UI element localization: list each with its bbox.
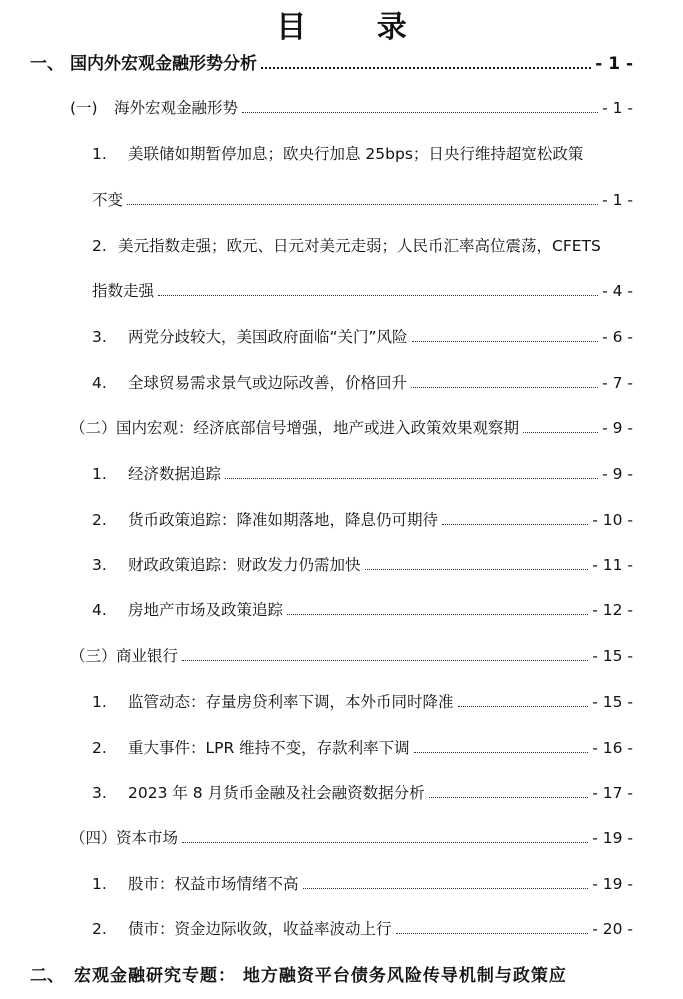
toc-page: - 9 - — [602, 465, 633, 483]
toc-text: 美联储如期暂停加息；欧央行加息 25bps；日央行维持超宽松政策 — [128, 145, 584, 163]
toc-entry-2[interactable] — [0, 960, 683, 986]
toc-text: 美元指数走强；欧元、日元对美元走弱；人民币汇率高位震荡，CFETS — [118, 237, 601, 255]
toc-entry-1-1[interactable] — [0, 92, 683, 118]
toc-page: - 1 - — [602, 191, 633, 209]
dot-leader — [412, 341, 599, 342]
toc-text: 海外宏观金融形势 — [114, 99, 239, 117]
toc-page: - 11 - — [592, 556, 633, 574]
dot-leader — [225, 478, 598, 479]
toc-text: 不变 — [92, 191, 124, 209]
dot-leader — [396, 933, 589, 934]
toc-entry-1-1-4[interactable] — [0, 367, 683, 393]
toc-text: 经济数据追踪 — [128, 465, 222, 483]
toc-text: 国内宏观：经济底部信号增强，地产或进入政策效果观察期 — [116, 419, 520, 437]
toc-page: - 4 - — [602, 282, 633, 300]
toc-text: 两党分歧较大，美国政府面临“关门”风险 — [128, 328, 408, 346]
toc-page: - 10 - — [592, 511, 633, 529]
toc-number: （四） — [70, 829, 117, 847]
toc-text: 监管动态：存量房贷利率下调，本外币同时降准 — [128, 693, 454, 711]
toc-entry-1-1-3[interactable] — [0, 321, 683, 347]
toc-number: 3. — [92, 784, 107, 802]
dot-leader — [523, 432, 598, 433]
toc-page: - 1 - — [595, 54, 633, 74]
toc-entry-1-3-2[interactable] — [0, 732, 683, 758]
toc-number: 3. — [92, 328, 107, 346]
toc-entry-1-3[interactable] — [0, 640, 683, 666]
toc-page: - 7 - — [602, 374, 633, 392]
toc-entry-1-1-1[interactable] — [0, 138, 683, 164]
toc-entry-1-4-1[interactable] — [0, 868, 683, 894]
toc-number: 2. — [92, 920, 107, 938]
toc-entry-1-2-3[interactable] — [0, 549, 683, 575]
toc-page: - 16 - — [592, 739, 633, 757]
dot-leader — [365, 569, 589, 570]
dot-leader — [442, 524, 588, 525]
dot-leader — [411, 387, 598, 388]
toc-page: - 1 - — [602, 99, 633, 117]
toc-entry-1-2-2[interactable] — [0, 504, 683, 530]
toc-entry-1-3-3[interactable] — [0, 777, 683, 803]
toc-text: 重大事件：LPR 维持不变，存款利率下调 — [128, 739, 410, 757]
page-title: 目 录 — [276, 10, 437, 45]
toc-page: - 19 - — [592, 875, 633, 893]
toc-number: 二、 — [30, 966, 64, 986]
toc-number: （三） — [70, 647, 117, 665]
toc-number: 1. — [92, 875, 107, 893]
toc-text: 资本市场 — [116, 829, 179, 847]
toc-page: - 9 - — [602, 419, 633, 437]
toc-entry-1-3-1[interactable] — [0, 686, 683, 712]
toc-text: 货币政策追踪：降准如期落地，降息仍可期待 — [128, 511, 439, 529]
toc-number: 1. — [92, 465, 107, 483]
toc-number: 1. — [92, 145, 107, 163]
dot-leader — [414, 752, 589, 753]
toc-number: 2. — [92, 511, 107, 529]
toc-page: - 6 - — [602, 328, 633, 346]
toc-text: 宏观金融研究专题： 地方融资平台债务风险传导机制与政策应 — [74, 966, 567, 986]
toc-text: 房地产市场及政策追踪 — [128, 601, 284, 619]
toc-number: 3. — [92, 556, 107, 574]
dot-leader — [429, 797, 589, 798]
toc-page: - 15 - — [592, 647, 633, 665]
dot-leader — [261, 67, 591, 69]
toc-entry-1-1-2[interactable] — [0, 230, 683, 256]
toc-number: 2. — [92, 739, 107, 757]
toc-page: - 15 - — [592, 693, 633, 711]
toc-text: 2023 年 8 月货币金融及社会融资数据分析 — [128, 784, 425, 802]
toc-entry-1-1-2-cont[interactable] — [0, 275, 683, 301]
toc-number: 1. — [92, 693, 107, 711]
dot-leader — [127, 204, 598, 205]
toc-entry-1-2[interactable] — [0, 412, 683, 438]
toc-entry-1-4[interactable] — [0, 822, 683, 848]
toc-number: （二） — [70, 419, 117, 437]
toc-page: - 20 - — [592, 920, 633, 938]
toc-entry-1-1-1-cont[interactable] — [0, 184, 683, 210]
dot-leader — [303, 888, 589, 889]
toc-page: - 12 - — [592, 601, 633, 619]
toc-number: 2. — [92, 237, 107, 255]
dot-leader — [182, 842, 588, 843]
toc-number: 4. — [92, 601, 107, 619]
toc-text: 债市：资金边际收敛，收益率波动上行 — [128, 920, 392, 938]
toc-entry-1-4-2[interactable] — [0, 913, 683, 939]
toc-number: 4. — [92, 374, 107, 392]
toc-text: 商业银行 — [116, 647, 179, 665]
toc-page: - 19 - — [592, 829, 633, 847]
dot-leader — [287, 614, 588, 615]
dot-leader — [158, 295, 598, 296]
dot-leader — [458, 706, 589, 707]
toc-number: (一) — [70, 99, 98, 117]
toc-text: 指数走强 — [92, 282, 155, 300]
toc-text: 股市：权益市场情绪不高 — [128, 875, 299, 893]
toc-text: 国内外宏观金融形势分析 — [70, 54, 257, 74]
dot-leader — [182, 660, 588, 661]
dot-leader — [242, 112, 598, 113]
toc-number: 一、 — [30, 54, 64, 74]
toc-text: 全球贸易需求景气或边际改善，价格回升 — [128, 374, 408, 392]
toc-page: - 17 - — [592, 784, 633, 802]
toc-entry-1-2-4[interactable] — [0, 594, 683, 620]
toc-entry-1-2-1[interactable] — [0, 458, 683, 484]
toc-entry-1[interactable] — [0, 48, 683, 74]
toc-text: 财政政策追踪：财政发力仍需加快 — [128, 556, 361, 574]
